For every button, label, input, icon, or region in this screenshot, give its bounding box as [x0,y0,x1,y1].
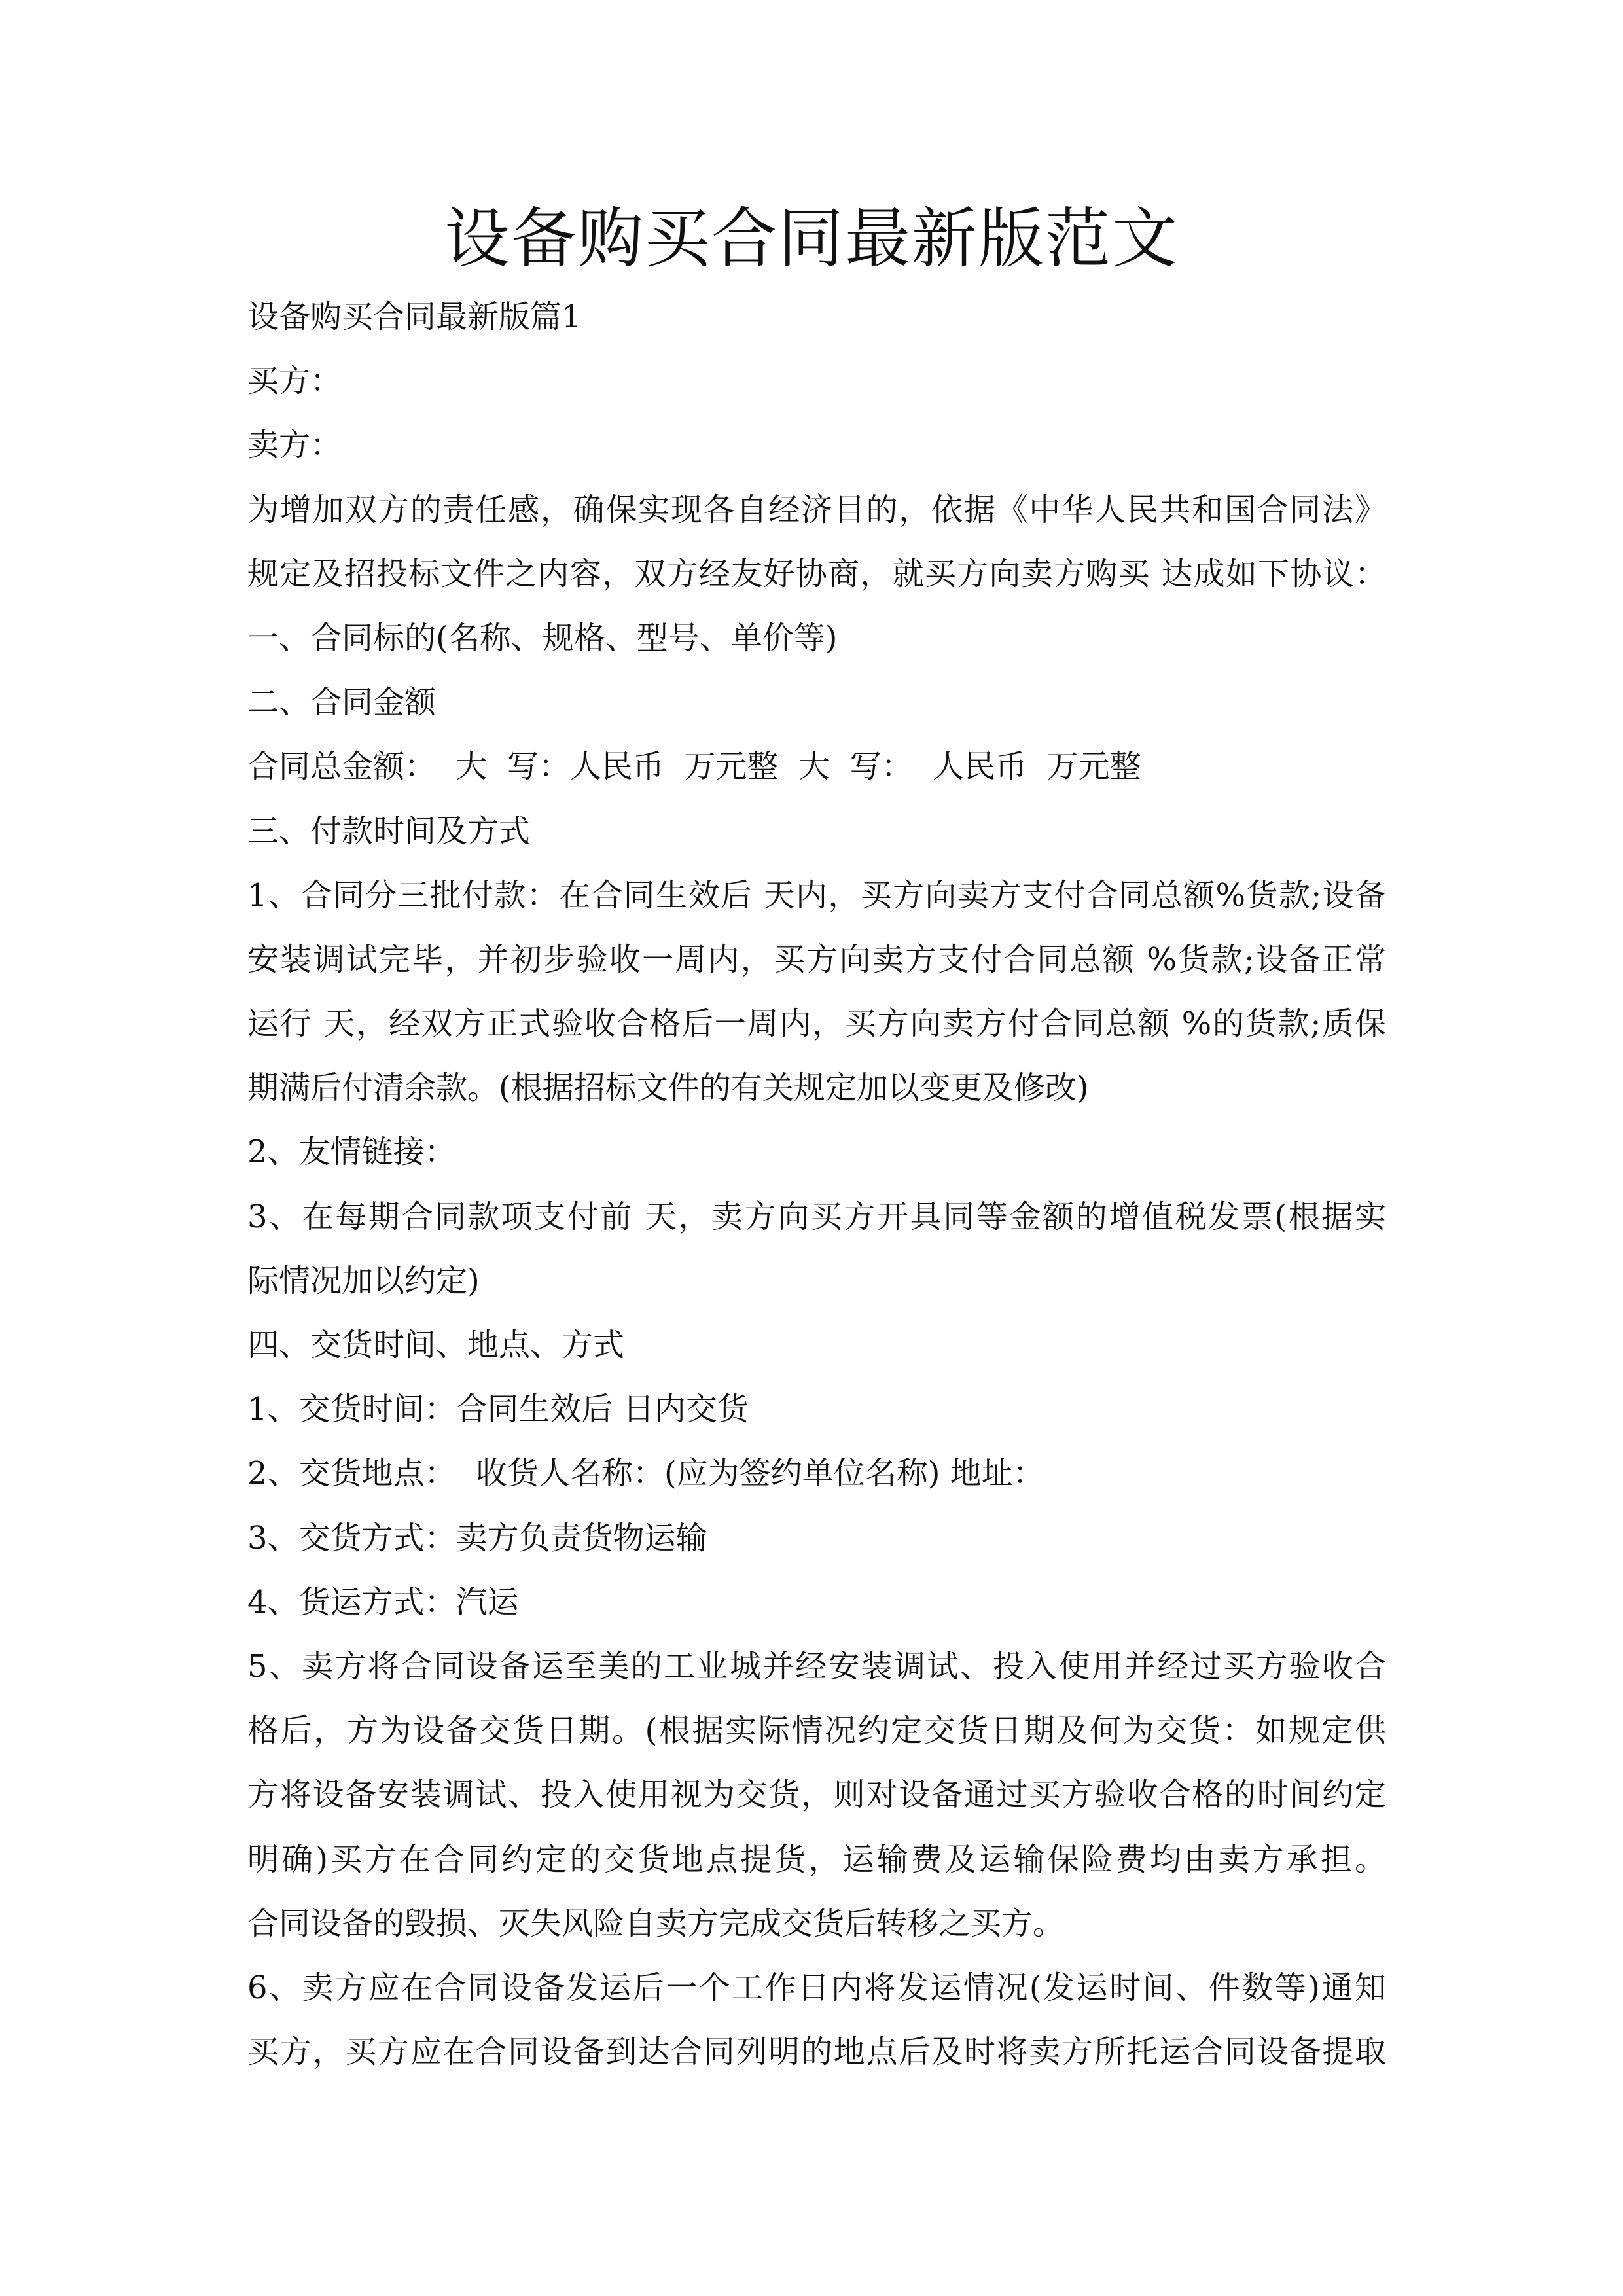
text-line: 3、在每期合同款项支付前 天，卖方向买方开具同等金额的增值税发票(根据实 [247,1198,1386,1235]
text-line: 4、货运方式：汽运 [247,1583,519,1621]
text-line: 方将设备安装调试、投入使用视为交货，则对设备通过买方验收合格的时间约定 [247,1776,1386,1814]
document-body [247,285,1386,2084]
text-line: 1、交货时间：合同生效后 日内交货 [247,1391,749,1428]
text-line: 3、交货方式：卖方负责货物运输 [247,1519,707,1556]
text-line: 2、交货地点： 收货人名称：(应为签约单位名称) 地址： [247,1455,1044,1492]
text-line: 设备购买合同最新版篇1 [247,298,582,335]
text-line: 四、交货时间、地点、方式 [247,1327,625,1363]
text-line: 卖方： [247,427,342,464]
text-line: 合同总金额： 大 写：人民币 万元整 大 写： 人民币 万元整 [247,748,1141,785]
text-line: 为增加双方的责任感，确保实现各自经济目的，依据《中华人民共和国合同法》 [247,491,1386,528]
text-line: 6、卖方应在合同设备发运后一个工作日内将发运情况(发运时间、件数等)通知 [247,1969,1386,2006]
text-line: 二、合同金额 [247,684,437,721]
document-title: 设备购买合同最新版范文 [444,200,1179,277]
text-line: 1、合同分三批付款：在合同生效后 天内，买方向卖方支付合同总额%货款;设备 [247,876,1386,914]
text-line: 规定及招投标文件之内容，双方经友好协商，就买方向卖方购买 达成如下协议： [247,555,1386,592]
text-line: 合同设备的毁损、灭失风险自卖方完成交货后转移之买方。 [247,1905,1065,1942]
text-line: 买方，买方应在合同设备到达合同列明的地点后及时将卖方所托运合同设备提取 [247,2034,1386,2071]
text-line: 5、卖方将合同设备运至美的工业城并经安装调试、投入使用并经过买方验收合 [247,1647,1386,1685]
text-line: 安装调试完毕，并初步验收一周内，买方向卖方支付合同总额 %货款;设备正常 [247,941,1386,978]
text-line: 期满后付清余款。(根据招标文件的有关规定加以变更及修改) [247,1069,1089,1107]
text-line: 三、付款时间及方式 [247,812,531,850]
text-line: 格后，方为设备交货日期。(根据实际情况约定交货日期及何为交货：如规定供 [247,1712,1386,1749]
text-line: 明确)买方在合同约定的交货地点提货，运输费及运输保险费均由卖方承担。 [247,1840,1386,1878]
text-line: 运行 天，经双方正式验收合格后一周内，买方向卖方付合同总额 %的货款;质保 [247,1005,1386,1043]
text-line: 一、合同标的(名称、规格、型号、单价等) [247,619,838,656]
text-line: 买方： [247,363,342,400]
text-line: 2、友情链接： [247,1134,456,1171]
text-line: 际情况加以约定) [247,1262,480,1299]
